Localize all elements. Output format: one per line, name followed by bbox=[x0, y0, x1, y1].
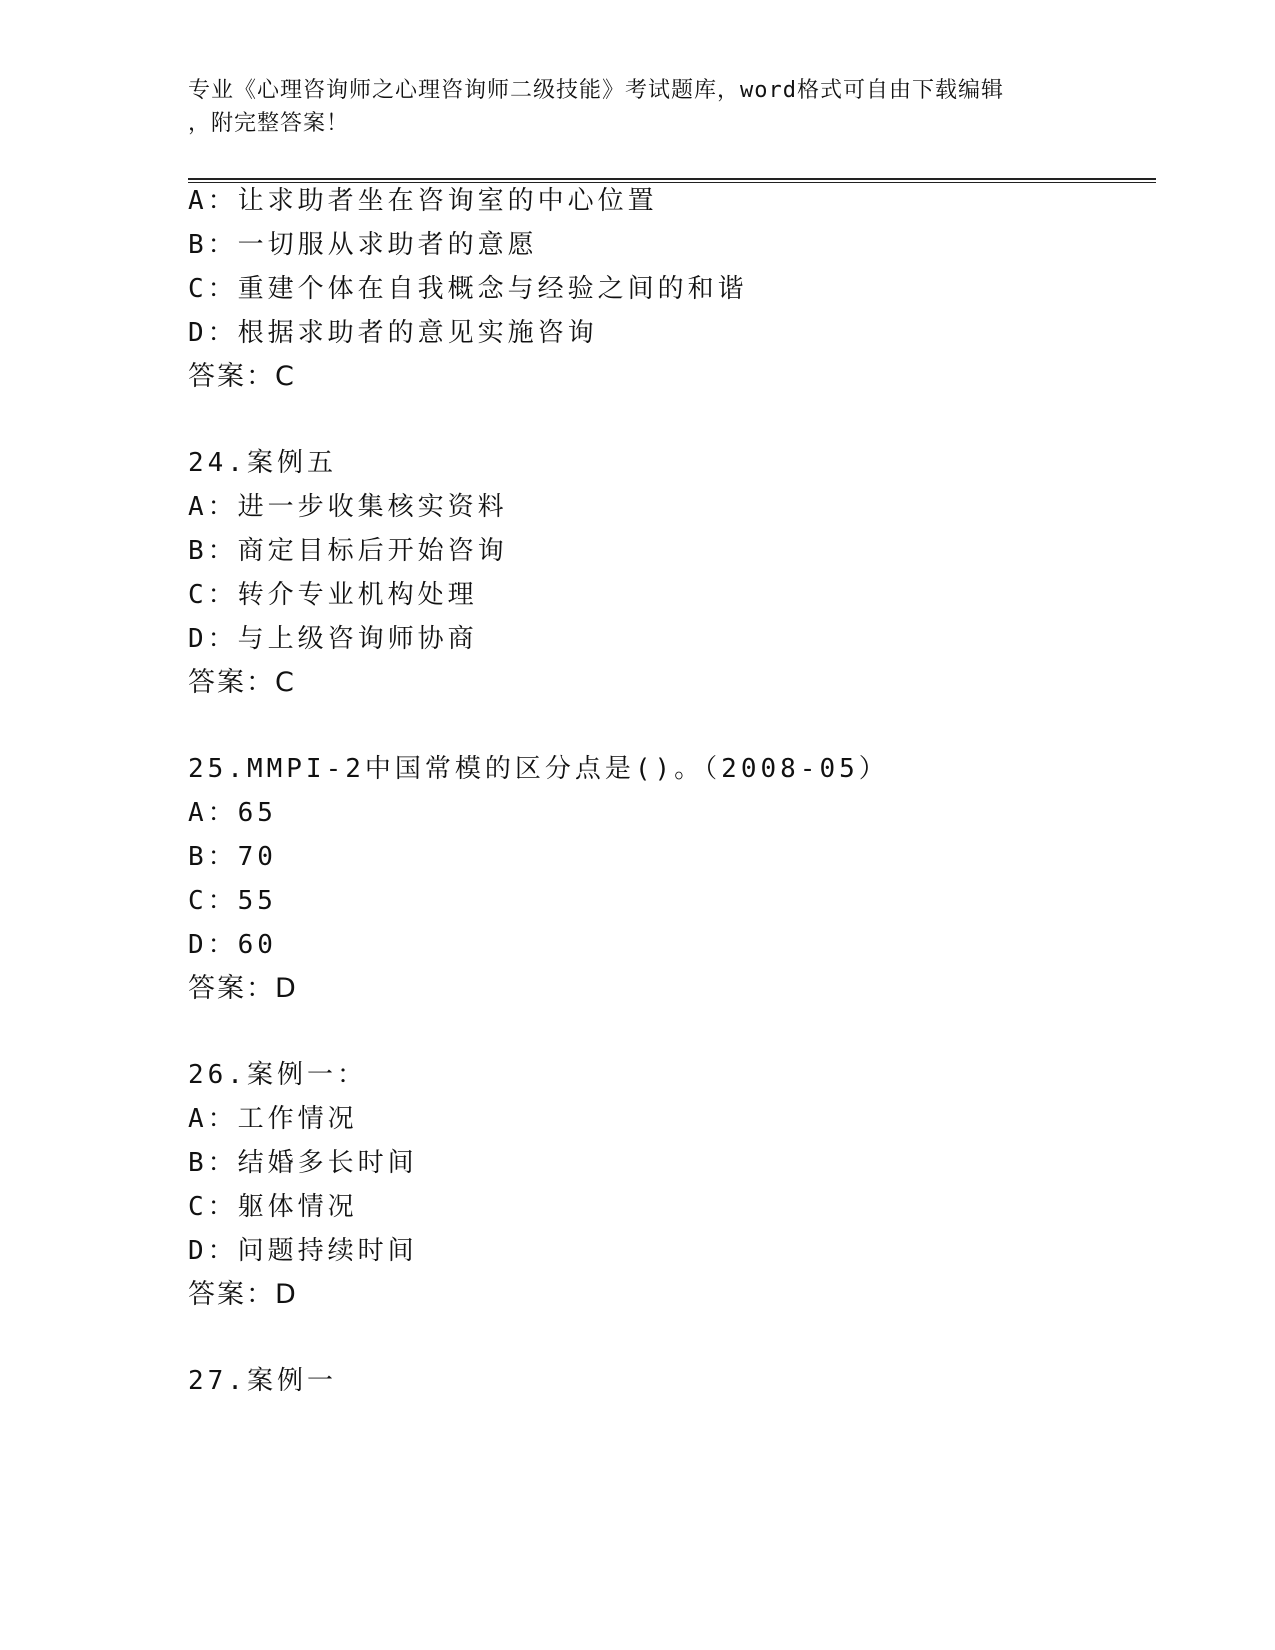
q23-option-c: C：重建个体在自我概念与经验之间的和谐 bbox=[188, 274, 748, 304]
q24-option-a: A：进一步收集核实资料 bbox=[188, 492, 508, 522]
q25-title: 25.MMPI-2中国常模的区分点是()。（2008-05） bbox=[188, 754, 889, 784]
header-title: 专业《心理咨询师之心理咨询师二级技能》考试题库，word格式可自由下载编辑 bbox=[188, 78, 1004, 103]
q25-option-c: C：55 bbox=[188, 886, 277, 916]
q25-answer: 答案：D bbox=[188, 973, 298, 1004]
q27-title: 27.案例一 bbox=[188, 1366, 337, 1396]
q25-option-a: A：65 bbox=[188, 798, 277, 828]
q23-option-b: B：一切服从求助者的意愿 bbox=[188, 230, 538, 260]
q26-title: 26.案例一： bbox=[188, 1060, 367, 1090]
header-subtitle: ，附完整答案！ bbox=[188, 111, 350, 136]
header-divider-thin bbox=[188, 182, 1156, 183]
q26-option-c: C：躯体情况 bbox=[188, 1192, 358, 1222]
q25-option-d: D：60 bbox=[188, 930, 277, 960]
q23-option-a: A：让求助者坐在咨询室的中心位置 bbox=[188, 186, 658, 216]
q26-answer: 答案：D bbox=[188, 1279, 298, 1310]
q24-option-b: B：商定目标后开始咨询 bbox=[188, 536, 508, 566]
q24-option-c: C：转介专业机构处理 bbox=[188, 580, 478, 610]
q25-option-b: B：70 bbox=[188, 842, 277, 872]
q26-option-a: A：工作情况 bbox=[188, 1104, 358, 1134]
q23-answer: 答案：C bbox=[188, 361, 296, 392]
q26-option-d: D：问题持续时间 bbox=[188, 1236, 418, 1266]
q24-title: 24.案例五 bbox=[188, 448, 337, 478]
q24-option-d: D：与上级咨询师协商 bbox=[188, 624, 478, 654]
q24-answer: 答案：C bbox=[188, 667, 296, 698]
q26-option-b: B：结婚多长时间 bbox=[188, 1148, 418, 1178]
document-header bbox=[188, 74, 1068, 140]
q23-option-d: D：根据求助者的意见实施咨询 bbox=[188, 318, 598, 348]
header-divider-thick bbox=[188, 178, 1156, 180]
